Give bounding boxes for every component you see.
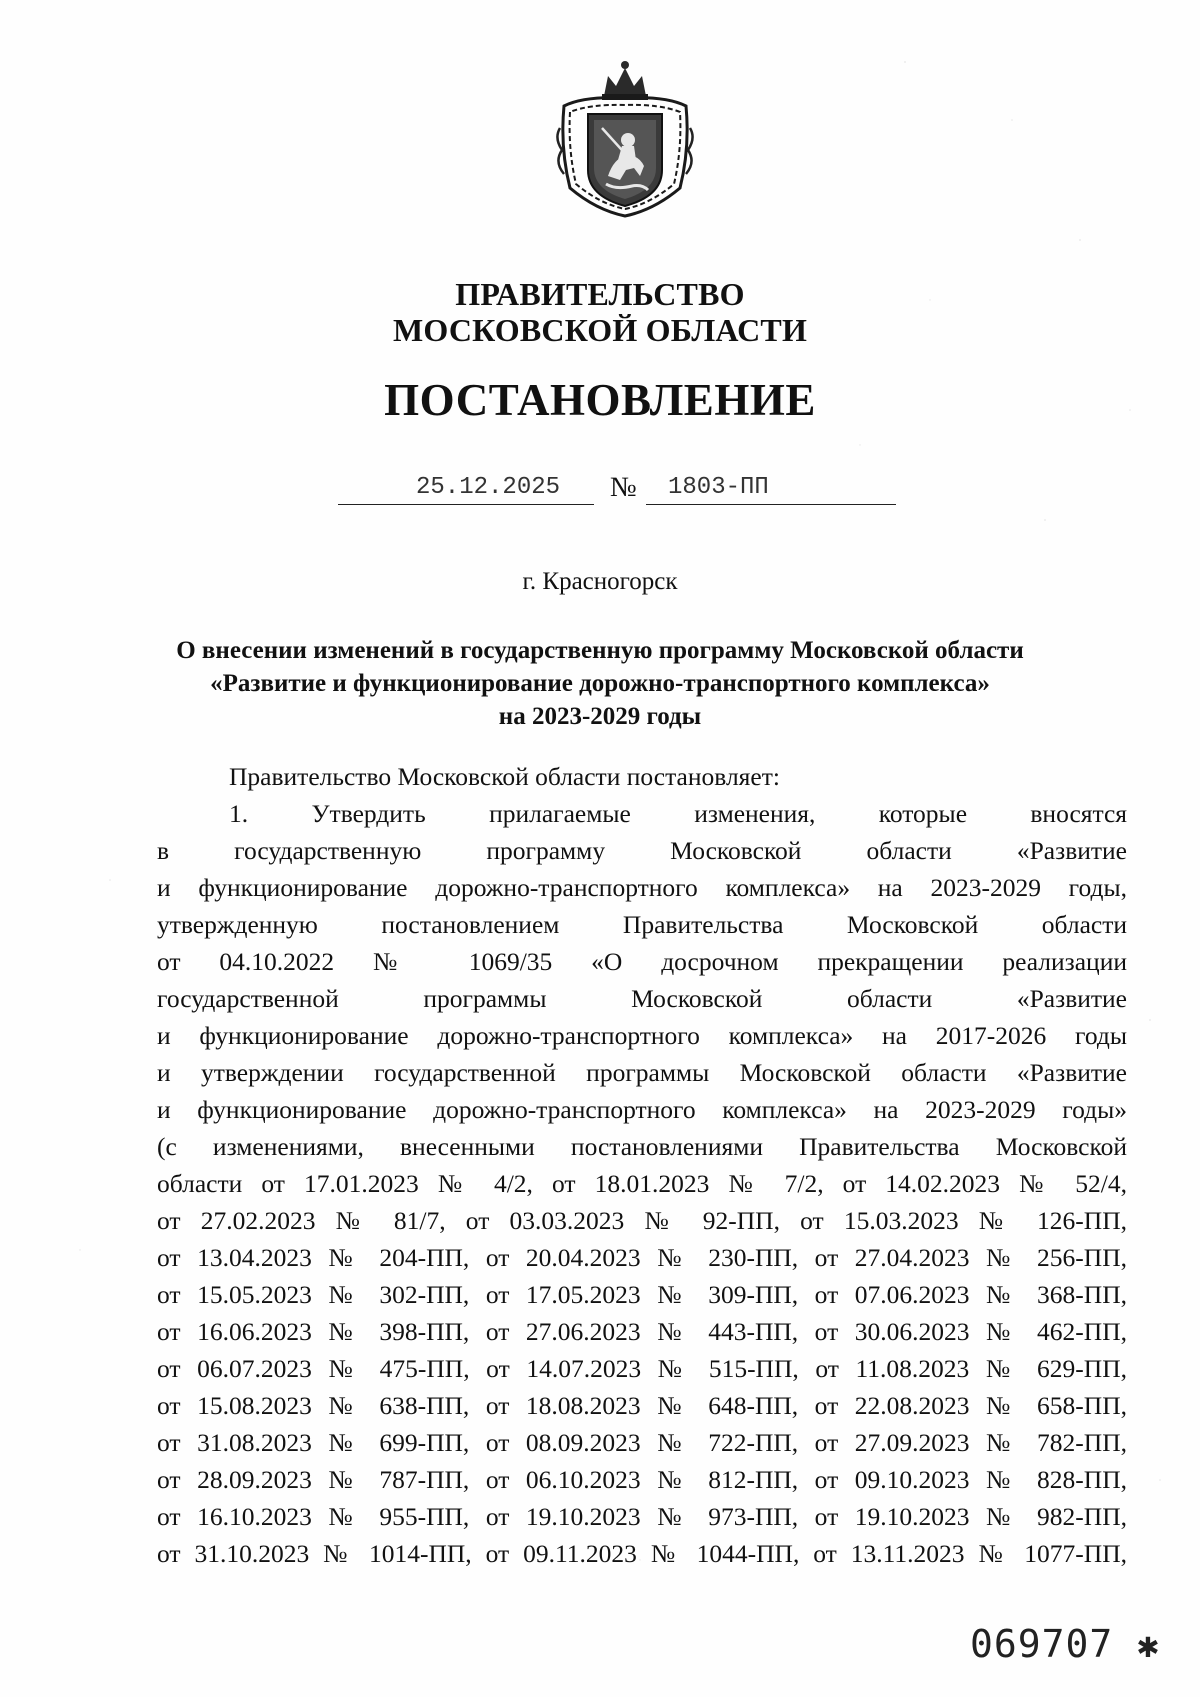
body-line: от 28.09.2023 № 787-ПП, от 06.10.2023 № 812-ПП, от 09.10.2023 № 828-ПП, [157,1465,1127,1494]
body-line: в государственную программу Московской области «Развитие [157,836,1127,865]
document-body [157,758,1127,1572]
body-line: от 15.08.2023 № 638-ПП, от 18.08.2023 № 648-ПП, от 22.08.2023 № 658-ПП, [157,1391,1127,1420]
document-title [140,634,1060,733]
body-line: области от 17.01.2023 № 4/2, от 18.01.2023 № 7/2, от 14.02.2023 № 52/4, [157,1169,1127,1198]
body-line: от 13.04.2023 № 204-ПП, от 20.04.2023 № 230-ПП, от 27.04.2023 № 256-ПП, [157,1243,1127,1272]
body-line: утвержденную постановлением Правительства Московской области [157,910,1127,939]
title-line: О внесении изменений в государственную программу Московской области [176,637,1024,664]
body-line: и функционирование дорожно-транспортного комплекса» на 2023-2029 годы» [157,1095,1127,1124]
body-line: и функционирование дорожно-транспортного комплекса» на 2017-2026 годы [157,1021,1127,1050]
asterisk-icon: ✱ [1137,1625,1160,1666]
body-line: от 15.05.2023 № 302-ПП, от 17.05.2023 № 309-ПП, от 07.06.2023 № 368-ПП, [157,1280,1127,1309]
org-name-line-2: МОСКОВСКОЙ ОБЛАСТИ [392,312,808,348]
body-line: от 31.08.2023 № 699-ПП, от 08.09.2023 № 722-ПП, от 27.09.2023 № 782-ПП, [157,1428,1127,1457]
serial-number [970,1622,1160,1668]
body-line: от 06.07.2023 № 475-ПП, от 14.07.2023 № 515-ПП, от 11.08.2023 № 629-ПП, [157,1354,1127,1383]
body-line: от 04.10.2022 № 1069/35 «О досрочном прекращении реализации [157,947,1127,976]
moscow-oblast-coat-of-arms-icon [556,58,694,218]
body-line: государственной программы Московской области «Развитие [157,984,1127,1013]
body-line: и утверждении государственной программы Московской области «Развитие [157,1058,1127,1087]
document-date: 25.12.2025 [416,474,561,501]
title-line: «Развитие и функционирование дорожно-транспортного комплекса» [210,670,990,697]
document-type: ПОСТАНОВЛЕНИЕ [384,375,816,425]
body-intro: Правительство Московской области постановляет: [229,762,780,791]
serial-digits: 069707 [970,1622,1114,1666]
org-name-line-1: ПРАВИТЕЛЬСТВО [455,276,745,312]
number-sign: № [610,472,637,503]
body-line: и функционирование дорожно-транспортного комплекса» на 2023-2029 годы, [157,873,1127,902]
city: г. Красногорск [522,568,678,595]
body-line: от 16.06.2023 № 398-ПП, от 27.06.2023 № 443-ПП, от 30.06.2023 № 462-ПП, [157,1317,1127,1346]
body-line: (с изменениями, внесенными постановлениями Правительства Московской [157,1132,1127,1161]
body-line: от 16.10.2023 № 955-ПП, от 19.10.2023 № 973-ПП, от 19.10.2023 № 982-ПП, [157,1502,1127,1531]
document-number: 1803-ПП [668,474,769,501]
body-line: от 27.02.2023 № 81/7, от 03.03.2023 № 92-ПП, от 15.03.2023 № 126-ПП, [157,1206,1127,1235]
body-line: 1. Утвердить прилагаемые изменения, которые вносятся [229,799,1127,828]
title-line: на 2023-2029 годы [498,703,702,730]
body-line: от 31.10.2023 № 1014-ПП, от 09.11.2023 № 1044-ПП, от 13.11.2023 № 1077-ПП, [157,1539,1127,1568]
